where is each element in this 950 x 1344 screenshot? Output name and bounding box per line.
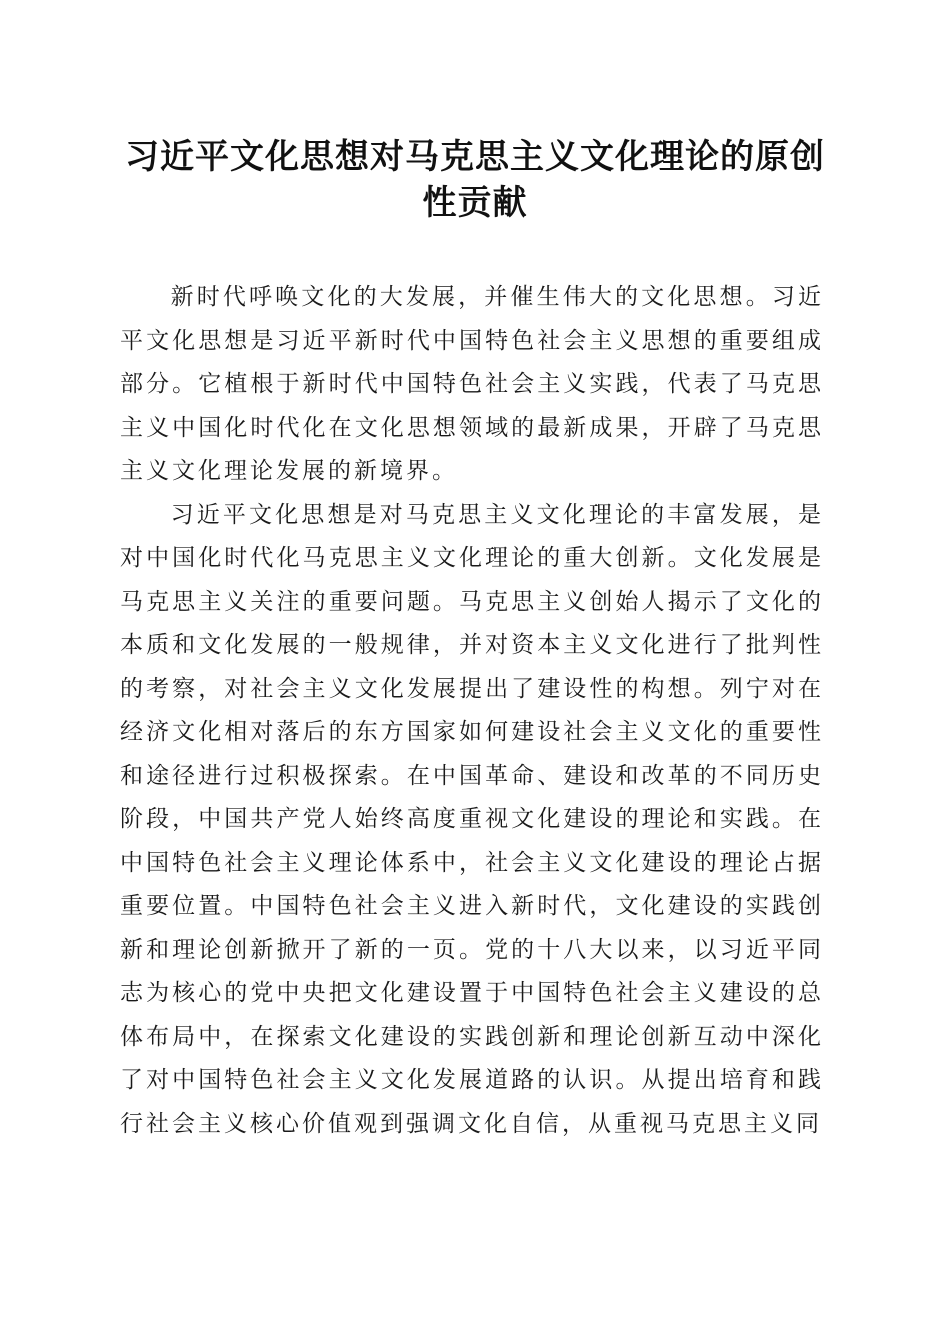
- paragraph-1: 新时代呼唤文化的大发展，并催生伟大的文化思想。习近平文化思想是习近平新时代中国特色社会主义思想的重要组成部分。它植根于新时代中国特色社会主义实践，代表了马克思主义中国化时代化在文化思想领域的最新成果，开辟了马克思主义文化理论发展的新境界。: [120, 284, 824, 484]
- document-body: [120, 276, 824, 1146]
- document-title: 习近平文化思想对马克思主义文化理论的原创性贡献: [125, 137, 825, 223]
- paragraph-2: 习近平文化思想是对马克思主义文化理论的丰富发展，是对中国化时代化马克思主义文化理论的重大创新。文化发展是马克思主义关注的重要问题。马克思主义创始人揭示了文化的本质和文化发展的一般规律，并对资本主义文化进行了批判性的考察，对社会主义文化发展提出了建设性的构想。列宁对在经济文化相对落后的东方国家如何建设社会主义文化的重要性和途径进行过积极探索。在中国革命、建设和改革的不同历史阶段，中国共产党人始终高度重视文化建设的理论和实践。在中国特色社会主义理论体系中，社会主义文化建设的理论占据重要位置。中国特色社会主义进入新时代，文化建设的实践创新和理论创新掀开了新的一页。党的十八大以来，以习近平同志为核心的党中央把文化建设置于中国特色社会主义建设的总体布局中，在探索文化建设的实践创新和理论创新互动中深化了对中国特色社会主义文化发展道路的认识。从提出培育和践行社会主义核心价值观到强调文化自信，从重视马克思主义同: [120, 501, 824, 1137]
